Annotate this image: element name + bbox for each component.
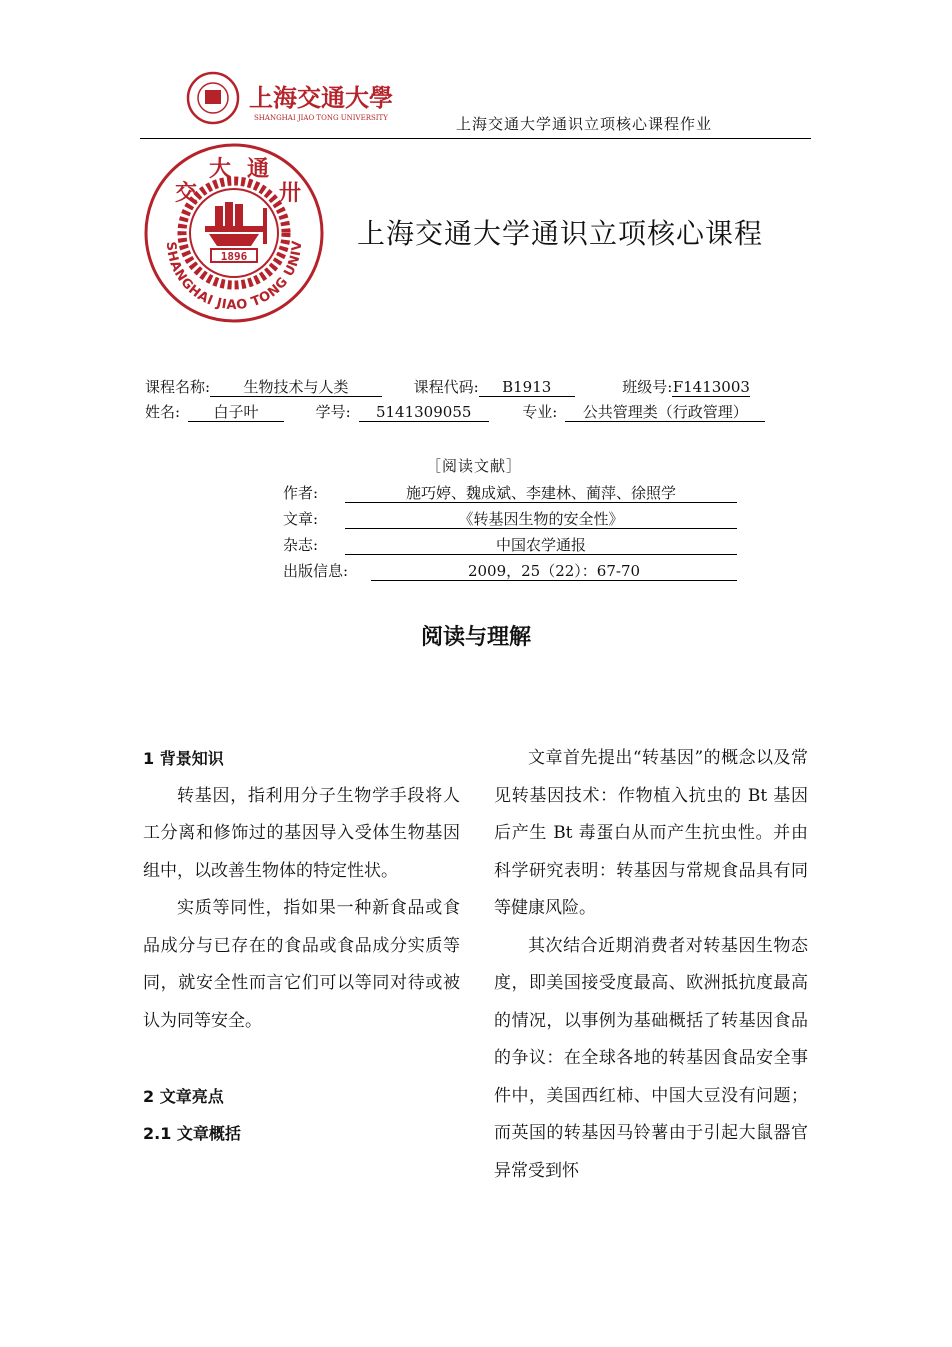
header-divider	[140, 138, 811, 139]
right-column	[494, 740, 808, 1190]
journal-label: 杂志:	[283, 536, 319, 554]
student-id-label: 学号:	[315, 403, 351, 421]
article-value: 《转基因生物的安全性》	[345, 510, 737, 529]
paragraph-substantial-equivalence: 实质等同性，指如果一种新食品或食品成分与已存在的食品或食品成分实质等同，就安全性而言它们可以等同对待或被认为同等安全。	[143, 898, 460, 1031]
university-seal	[143, 142, 325, 324]
seal-year: 1896	[220, 250, 248, 263]
logo-english-text: SHANGHAI JIAO TONG UNIVERSITY	[254, 114, 388, 122]
heading-highlights: 2 文章亮点	[143, 1086, 224, 1106]
reading-author-row	[283, 482, 737, 503]
page-title: 上海交通大学通识立项核心课程	[357, 217, 764, 250]
course-name-value: 生物技术与人类	[210, 378, 382, 397]
pub-label: 出版信息:	[283, 562, 349, 580]
seal-char-1: 交	[175, 180, 198, 206]
course-info-row-2	[145, 401, 765, 423]
student-name-value: 白子叶	[188, 403, 284, 422]
seal-ring-text: SHANGHAI JIAO TONG UNIV	[162, 239, 306, 314]
header-right-text: 上海交通大学通识立项核心课程作业	[456, 115, 713, 133]
class-value: F1413003	[672, 378, 750, 396]
student-name-label: 姓名:	[145, 403, 181, 421]
major-value: 公共管理类（行政管理）	[565, 403, 765, 422]
author-label: 作者:	[283, 484, 319, 502]
reading-pub-row	[283, 560, 737, 581]
course-code-value: B1913	[479, 378, 575, 397]
seal-char-3: 通	[247, 156, 270, 182]
course-code-label: 课程代码:	[413, 378, 479, 396]
article-label: 文章:	[283, 510, 319, 528]
paragraph-concept-intro: 文章首先提出“转基因”的概念以及常见转基因技术：作物植入抗虫的 Bt 基因后产生 Bt 毒蛋白从而产生抗虫性。并由科学研究表明：转基因与常规食品具有同等健康风险。	[494, 748, 808, 918]
paragraph-consumer-attitudes: 其次结合近期消费者对转基因生物态度，即美国接受度最高、欧洲抵抗度最高的情况，以事例为基础概括了转基因食品的争议：在全球各地的转基因食品安全事件中，美国西红柿、中国大豆没有问题；而英国的转基因马铃薯由于引起大鼠器官异常受到怀	[494, 935, 808, 1181]
author-value: 施巧婷、魏成斌、李建林、蔺萍、徐照学	[345, 484, 737, 503]
university-logo	[186, 68, 416, 130]
pub-value: 2009，25（22）：67-70	[371, 562, 737, 581]
course-info-row-1	[145, 376, 750, 398]
heading-background: 1 背景知识	[143, 749, 224, 768]
heading-summary: 2.1 文章概括	[143, 1124, 241, 1143]
section-title: 阅读与理解	[420, 624, 531, 650]
student-id-value: 5141309055	[359, 403, 489, 422]
major-label: 专业:	[522, 403, 558, 421]
reading-heading: ［阅读文献］	[426, 457, 523, 475]
seal-char-4: 卅	[279, 180, 302, 206]
left-column	[143, 740, 460, 1153]
class-label: 班级号:	[622, 378, 673, 396]
logo-chinese-text: 上海交通大學	[249, 83, 393, 112]
reading-journal-row	[283, 534, 737, 555]
journal-value: 中国农学通报	[345, 536, 737, 555]
reading-article-row	[283, 508, 737, 529]
course-name-label: 课程名称:	[145, 378, 211, 396]
seal-char-2: 大	[209, 156, 232, 182]
paragraph-transgene-definition: 转基因，指利用分子生物学手段将人工分离和修饰过的基因导入受体生物基因组中，以改善生物体的特定性状。	[143, 785, 460, 881]
